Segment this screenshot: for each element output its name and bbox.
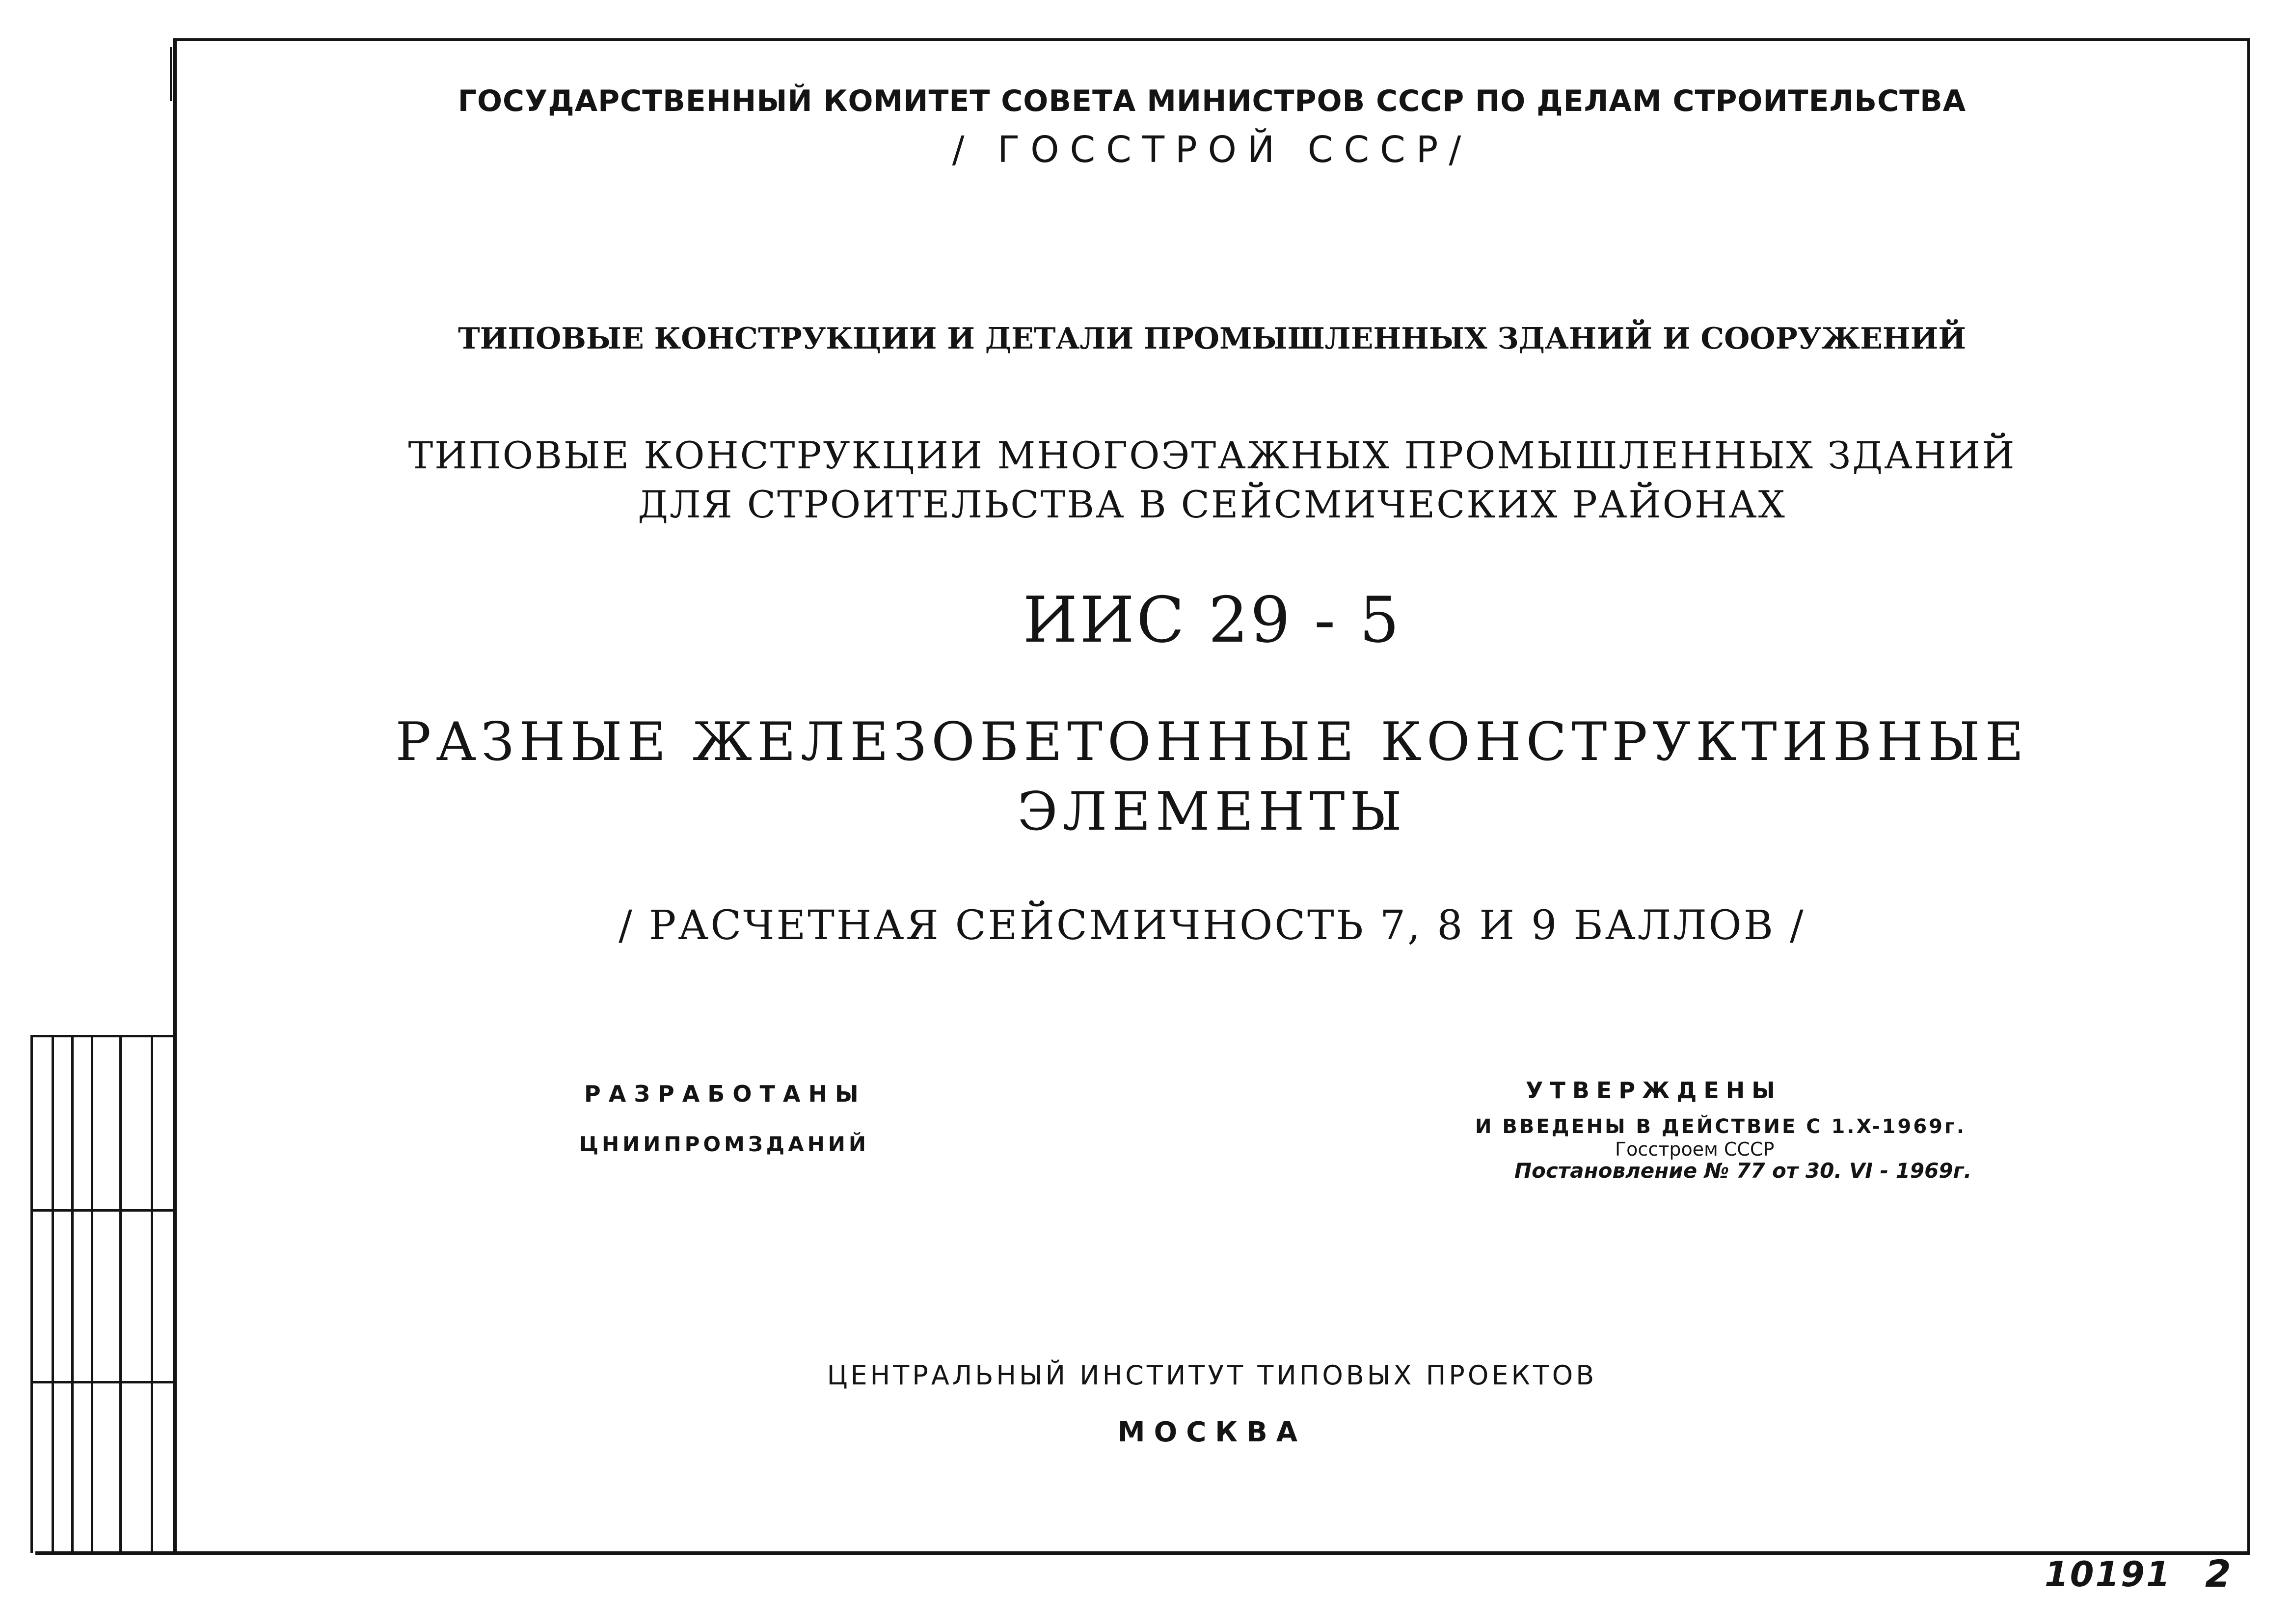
page-number: 2: [2205, 1552, 2231, 1596]
series-subtitle-line-2: ДЛЯ СТРОИТЕЛЬСТВА В СЕЙСМИЧЕСКИХ РАЙОНАХ: [638, 483, 1786, 526]
frame-top-border: [177, 38, 2250, 41]
frame-right-border: [2247, 38, 2250, 1553]
document-title-line-1: РАЗНЫЕ ЖЕЛЕЗОБЕТОННЫЕ КОНСТРУКТИВНЫЕ: [395, 711, 2029, 773]
committee-name: ГОСУДАРСТВЕННЫЙ КОМИТЕТ СОВЕТА МИНИСТРОВ СССР ПО ДЕЛАМ СТРОИТЕЛЬСТВА: [458, 84, 1967, 118]
frame-bottom-border: [35, 1551, 2250, 1555]
committee-short-name: / ГОССТРОЙ СССР/: [952, 129, 1472, 171]
developer-organization: ЦНИИПРОМЗДАНИЙ: [579, 1132, 870, 1156]
document-code: ИИС 29 - 5: [1023, 584, 1401, 657]
approved-label: УТВЕРЖДЕНЫ: [1526, 1077, 1782, 1104]
publisher-institute: ЦЕНТРАЛЬНЫЙ ИНСТИТУТ ТИПОВЫХ ПРОЕКТОВ: [827, 1360, 1597, 1391]
approval-effective-date: И ВВЕДЕНЫ В ДЕЙСТВИЕ С 1.X-1969г.: [1475, 1115, 1967, 1138]
sheet-number: 10191: [2045, 1554, 2172, 1595]
side-stamp-grid: [30, 1035, 176, 1553]
series-general-title: ТИПОВЫЕ КОНСТРУКЦИИ И ДЕТАЛИ ПРОМЫШЛЕННЫХ ЗДАНИЙ И СООРУЖЕНИЙ: [458, 322, 1967, 356]
binding-edge-mark: [170, 47, 172, 101]
series-subtitle-line-1: ТИПОВЫЕ КОНСТРУКЦИИ МНОГОЭТАЖНЫХ ПРОМЫШЛЕННЫХ ЗДАНИЙ: [408, 433, 2016, 477]
approval-authority: Госстроем СССР: [1615, 1138, 1775, 1160]
developed-label: РАЗРАБОТАНЫ: [584, 1081, 866, 1107]
document-title-line-2: ЭЛЕМЕНТЫ: [1017, 781, 1407, 842]
publisher-city: МОСКВА: [1117, 1416, 1307, 1448]
approval-decree: Постановление № 77 от 30. VI - 1969г.: [1514, 1159, 1972, 1183]
seismic-rating-note: / РАСЧЕТНАЯ СЕЙСМИЧНОСТЬ 7, 8 И 9 БАЛЛОВ /: [619, 902, 1805, 949]
